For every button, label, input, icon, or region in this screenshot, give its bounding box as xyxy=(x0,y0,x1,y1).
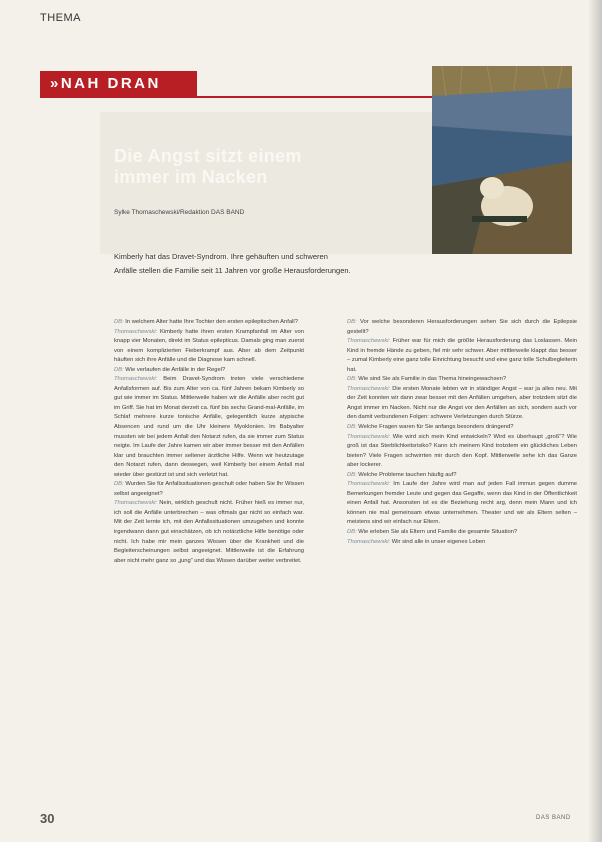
interview-answer: Thomaschewski: Die ersten Monate lebten wir in ständiger Angst – war ja alles neu. Mit der Zeit konnten wir dann zwar besser mit den Anfällen umgehen, aber trotzdem sitzt die Angst immer im Nacken. Nicht nur die Angst vor den Anfällen an sich, sondern auch vor den damit verbundenen Folgen: schwere Verletzungen durch Stürze. xyxy=(347,385,577,421)
title-line-1: Die Angst sitzt einem xyxy=(114,146,302,166)
column-kicker: »NAH DRAN xyxy=(40,71,197,96)
interview-question: DB: Wurden Sie für Anfallssituationen geschult oder haben Sie Ihr Wissen selbst angeeignet? xyxy=(114,481,304,497)
interview-answer: Thomaschewski: Wir sind alle in unser eigenes Leben xyxy=(347,538,486,545)
interview-answer: Thomaschewski: Beim Dravet-Syndrom treten viele verschiedene Anfallsformen auf. Bis zum Alter von ca. fünf Jahren bekam Kimberly so gut wie immer im Status. Mittlerweile haben wir die Anfälle aber recht gut im Griff. Sie hat im Monat derzeit ca. fünf bis sechs Grand-mal-Anfälle, im Schlaf mehrere kurze tonische Anfälle, gelegentlich kurze atypische Absencen und rund um die Uhr kleinere Myoklonien. Im Babyalter mussten wir bei jedem Anfall den Notarzt rufen, da sie immer zum Status neigte. Im Laufe der Jahre kamen wir aber immer besser mit den Anfällen klar und brauchten immer seltener ärztliche Hilfe. Wenn wir heutzutage den Notarzt rufen, dann deswegen, weil Kimberly bei einem Anfall mal wieder über gestürzt ist und sich verletzt hat. xyxy=(114,376,304,478)
lead-line-2: Anfälle stellen die Familie seit 11 Jahren vor große Herausforderungen. xyxy=(114,266,351,275)
byline: Sylke Thomaschewski/Redaktion DAS BAND xyxy=(114,209,245,216)
interview-question: DB: Wie erleben Sie als Eltern und Familie die gesamte Situation? xyxy=(347,529,518,536)
interview-column-left xyxy=(114,318,304,566)
interview-question: DB: Wie sind Sie als Familie in das Thema hineingewachsen? xyxy=(347,376,507,383)
dog-by-river-photo xyxy=(432,66,572,254)
interview-question: DB: Vor welche besonderen Herausforderungen sehen Sie sich durch die Epilepsie gestellt? xyxy=(347,319,577,335)
lead-line-1: Kimberly hat das Dravet-Syndrom. Ihre gehäuften und schweren xyxy=(114,252,328,261)
interview-answer: Thomaschewski: Früher war für mich die größte Herausforderung das Loslassen. Mein Kind in fremde Hände zu geben, fiel mir sehr schwer. Aber mittlerweile klappt das besser – zumal Kimberly eine ganz tolle Einrichtung besucht und eine ganz tolle Schulbegleiterin hat. xyxy=(347,338,577,373)
title-line-2: immer im Nacken xyxy=(114,167,268,187)
section-label: THEMA xyxy=(40,12,81,24)
interview-answer: Thomaschewski: Wie wird sich mein Kind entwickeln? Wird es überhaupt „groß“? Wie groß ist das Sterblichkeitsrisiko? Kann ich meinem Kind trotzdem ein glückliches Leben bieten? Viele Fragen schwirrten mir durch den Kopf. Mittlerweile sehe ich das Ganze aber lockerer. xyxy=(347,433,577,469)
article-photo xyxy=(432,66,572,254)
interview-question: DB: Wie verlaufen die Anfälle in der Regel? xyxy=(114,366,226,373)
interview-answer: Thomaschewski: Nein, wirklich geschult nicht. Früher hieß es immer nur, ich soll die Anfälle unterbrechen – was oftmals gar nicht so einfach war. Mit der Zeit lernte ich, mit den Anfallssituationen umzugehen und konnte irgendwann dann gut einschätzen, ob ich notärztliche Hilfe benötige oder nicht. Ich habe mir mein ganzes Wissen über die Krankheit und die Begleiterscheinungen selbst angeeignet. Mittlerweile ist die Erfahrung aber nicht mehr ganz so „jung“ und das Wissen darüber weiter verbreitet. xyxy=(114,500,304,564)
interview-question: DB: Welche Fragen waren für Sie anfangs besonders drängend? xyxy=(347,424,514,431)
interview-column-right xyxy=(347,318,577,547)
interview-question: DB: In welchem Alter hatte Ihre Tochter den ersten epileptischen Anfall? xyxy=(114,319,298,325)
page-edge-shadow xyxy=(588,0,602,842)
interview-answer: Thomaschewski: Im Laufe der Jahre wird man auf jeden Fall immun gegen dumme Bemerkungen fremder Leute und gegen das Gegaffe, wenn das Kind in der Öffentlichkeit einen Anfall hat. Ansonsten ist es die Beziehung recht arg, denn mein Mann und ich können nie mal gemeinsam etwas unternehmen. Theater und wir als Eltern selten – meistens sind wir einfach nur Eltern. xyxy=(347,481,577,526)
kicker-rule xyxy=(40,96,432,98)
interview-question: DB: Welche Probleme tauchen häufig auf? xyxy=(347,471,457,478)
article-lead xyxy=(114,250,434,278)
page-number: 30 xyxy=(40,811,55,826)
footer-magazine-name: DAS BAND xyxy=(536,815,571,821)
interview-answer: Thomaschewski: Kimberly hatte ihren ersten Krampfanfall im Alter von knapp vier Monaten, direkt im Status epilepticus. Damals ging man zuerst von einem komplizierten Fieberkrampf aus. Aber ab dem Zeitpunkt häuften sich ihre Anfälle und die Diagnose kam schnell. xyxy=(114,328,304,364)
article-title xyxy=(114,146,414,188)
